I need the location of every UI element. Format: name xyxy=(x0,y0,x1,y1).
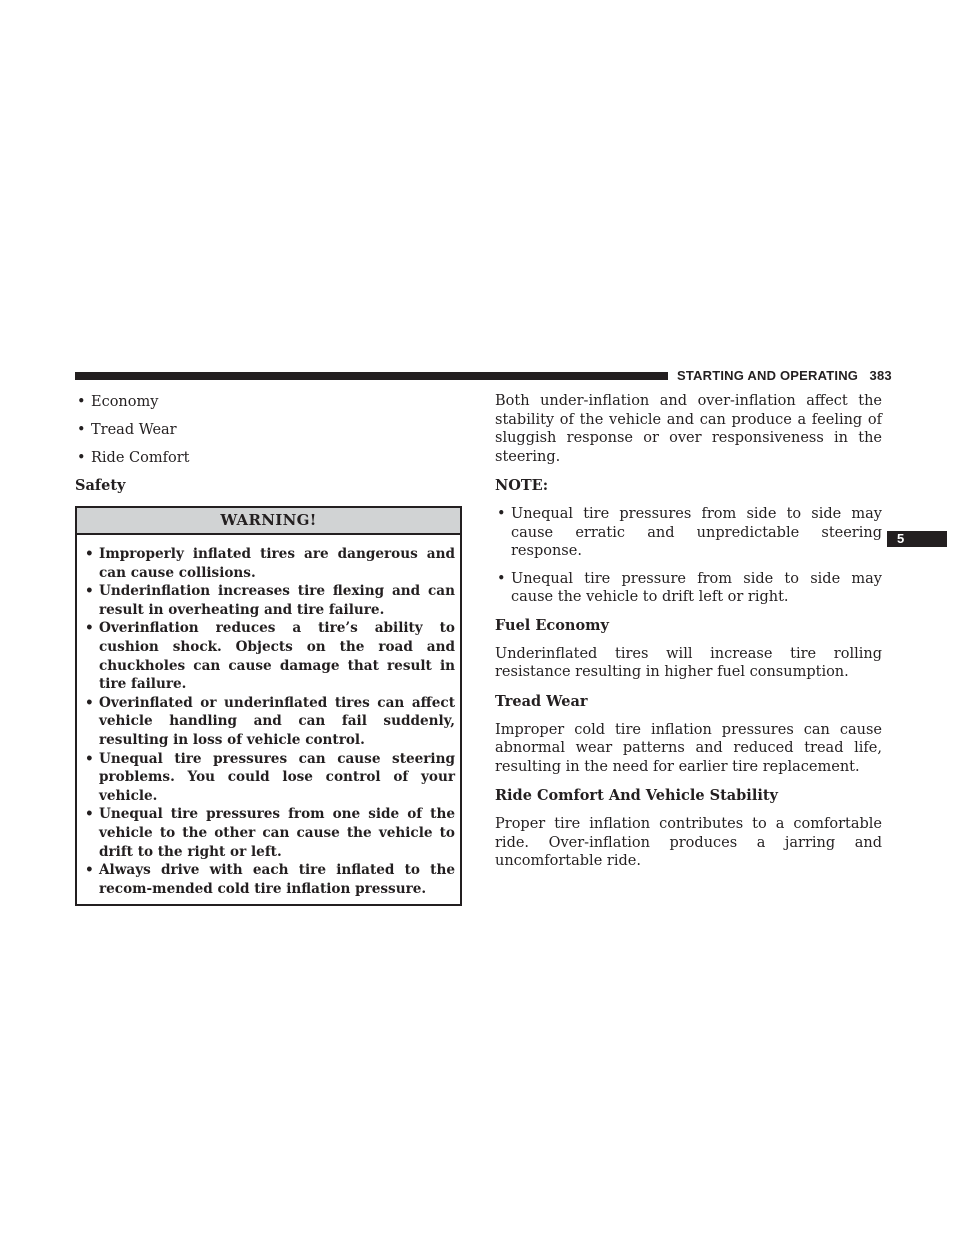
warning-item: • Underinflation increases tire flexing and can result in overheating and tire failure. xyxy=(85,583,455,618)
list-item-ride-comfort: • Ride Comfort xyxy=(75,448,462,468)
list-item-tread-wear: • Tread Wear xyxy=(75,420,462,440)
warning-item: • Unequal tire pressures from one side of the vehicle to the other can cause the vehicle to drift to the right or left. xyxy=(85,806,455,860)
warning-item: • Overinflated or underinflated tires can affect vehicle handling and can fail suddenly, resulting in loss of vehicle control. xyxy=(85,694,455,748)
fuel-economy-heading: Fuel Economy xyxy=(495,616,609,634)
note-item-text: Unequal tire pressures from side to side may cause erratic and unpredictable steering response. xyxy=(511,506,882,559)
warning-box xyxy=(75,506,462,906)
note-item: • Unequal tire pressure from side to side may cause the vehicle to drift left or right. xyxy=(497,570,882,605)
warning-title: WARNING! xyxy=(77,508,460,535)
safety-heading: Safety xyxy=(75,477,126,494)
warning-item-text: Unequal tire pressures can cause steering problems. You could lose control of your vehicle. xyxy=(99,750,455,804)
list-item-economy: • Economy xyxy=(75,392,462,412)
header-rule xyxy=(75,372,668,380)
warning-item: • Unequal tire pressures can cause steering problems. You could lose control of your vehicle. xyxy=(85,750,455,804)
note-item: • Unequal tire pressures from side to side may cause erratic and unpredictable steering response. xyxy=(497,506,882,559)
warning-item: • Always drive with each tire inflated to the recom-mended cold tire inflation pressure. xyxy=(85,862,455,897)
warning-list xyxy=(77,535,460,904)
warning-item-text: Unequal tire pressures from one side of the vehicle to the other can cause the vehicle to drift to the right or left. xyxy=(99,806,455,860)
fuel-economy-text: Underinflated tires will increase tire rolling resistance resulting in higher fuel consumption. xyxy=(495,645,882,680)
tread-wear-text: Improper cold tire inflation pressures can cause abnormal wear patterns and reduced tread life, resulting in the need for earlier tire replacement. xyxy=(495,721,882,775)
warning-item: • Overinflation reduces a tire’s ability to cushion shock. Objects on the road and chuckholes can cause damage that result in tire failure. xyxy=(85,620,455,693)
right-column xyxy=(495,392,882,881)
note-label: NOTE: xyxy=(495,477,549,494)
intro-paragraph: Both under-inflation and over-inflation affect the stability of the vehicle and can produce a feeling of sluggish response or over responsiveness in the steering. xyxy=(495,393,882,465)
warning-item-text: Overinflated or underinflated tires can affect vehicle handling and can fail suddenly, resulting in loss of vehicle control. xyxy=(99,694,455,748)
note-item-text: Unequal tire pressure from side to side may cause the vehicle to drift left or right. xyxy=(511,570,882,605)
warning-item-text: Always drive with each tire inflated to the recom-mended cold tire inflation pressure. xyxy=(99,862,455,897)
note-list xyxy=(495,505,882,607)
section-title: STARTING AND OPERATING xyxy=(677,368,859,383)
tread-wear-heading: Tread Wear xyxy=(495,692,588,710)
ride-comfort-text: Proper tire inflation contributes to a comfortable ride. Over-inflation produces a jarring and uncomfortable ride. xyxy=(495,816,882,869)
warning-item-text: Underinflation increases tire flexing and can result in overheating and tire failure. xyxy=(99,583,455,618)
left-column xyxy=(75,392,462,906)
ride-comfort-heading: Ride Comfort And Vehicle Stability xyxy=(495,787,778,804)
running-header xyxy=(677,368,892,383)
page-number: 383 xyxy=(869,368,892,383)
warning-item: • Improperly inflated tires are dangerous and can cause collisions. xyxy=(85,546,455,581)
warning-item-text: Overinflation reduces a tire’s ability to cushion shock. Objects on the road and chuckholes can cause damage that result in tire failure. xyxy=(99,620,455,693)
warning-item-text: Improperly inflated tires are dangerous and can cause collisions. xyxy=(99,546,455,581)
chapter-tab: 5 xyxy=(887,531,947,547)
